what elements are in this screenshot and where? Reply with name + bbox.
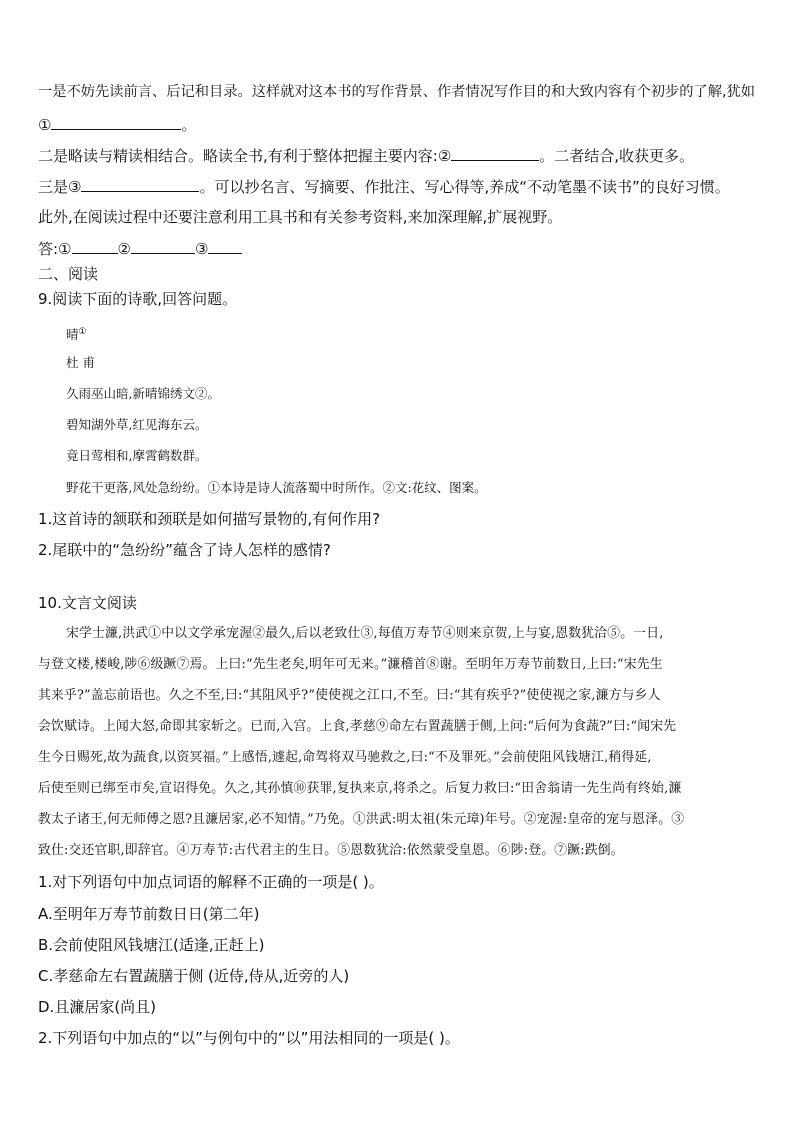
passage-line-4: 会饮赋诗。上闻大怒,命即其家斩之。已而,入宫。上食,孝慈⑨命左右置蔬膳于侧,上问:“后何为食蔬?”曰:“闻宋先 [38,719,677,734]
intro-line-5: 此外,在阅读过程中还要注意利用工具书和有关参考资料,来加深理解,扩展视野。 [38,208,563,226]
q10-question-2: 2.下列语句中加点的“以”与例句中的“以”用法相同的一项是( )。 [38,1029,460,1047]
option-d[interactable]: D.且濂居家(尚且) [38,998,157,1016]
poem-author: 杜 甫 [66,355,95,370]
blank-marker-1: ① [38,116,52,134]
fill-blank-1[interactable] [51,114,181,130]
q10-question-1: 1.对下列语句中加点词语的解释不正确的一项是( )。 [38,873,384,891]
fill-blank-2[interactable] [451,145,539,161]
option-b[interactable]: B.会前使阻风钱塘江(适逢,正赶上) [38,936,265,954]
answer-marker-2: ② [117,240,131,258]
q10-title: 10.文言文阅读 [38,594,137,612]
intro-line-2-end: 。 [181,116,197,134]
passage-line-5: 生今日赐死,故为蔬食,以资冥福。”上感悟,遽起,命驾将双马驰救之,曰:“不及罪死。”会前使阻风钱塘江,稍得延, [38,750,652,765]
q9-question-2: 2.尾联中的“急纷纷”蕴含了诗人怎样的感情? [38,541,331,559]
answer-blank-3[interactable] [208,238,242,254]
poem-title [66,322,87,345]
passage-line-6: 后使至则已绑至市矣,宣诏得免。久之,其孙慎⑩获罪,复执来京,将杀之。后复力救曰:“田舍翁请一先生尚有终始,濂 [38,781,682,796]
poem-line-4: 野花干更落,风处急纷纷。①本诗是诗人流落蜀中时所作。②文:花纹、图案。 [66,480,487,495]
intro-line-4-b: 。可以抄名言、写摘要、作批注、写心得等,养成“不动笔墨不读书”的良好习惯。 [199,178,730,196]
answer-blank-2[interactable] [131,238,195,254]
passage-line-8: 致仕:交还官职,即辞官。④万寿节:古代君主的生日。⑤恩数犹洽:依然蒙受皇恩。⑥陟:登。⑦蹶:跌倒。 [38,843,624,858]
poem-line-2: 碧知湖外草,红见海东云。 [66,417,208,432]
intro-line-3-a: 二是略读与精读相结合。略读全书,有利于整体把握主要内容:② [38,147,452,165]
intro-line-2 [38,114,196,135]
intro-line-3-b: 。二者结合,收获更多。 [539,147,695,165]
option-c[interactable]: C.孝慈命左右置蔬膳于侧 (近侍,侍从,近旁的人) [38,967,350,985]
answer-blank-1[interactable] [72,238,118,254]
answer-marker-3: ③ [194,240,209,258]
answer-line [38,238,242,259]
poem-title-note: ① [78,327,87,337]
poem-line-1: 久雨巫山暗,新晴锦绣文②。 [66,386,220,401]
intro-line-3 [38,145,694,166]
passage-line-2: 与登文楼,楼峻,陟⑥级蹶⑦焉。上曰:“先生老矣,明年可无来。”濂稽首⑧谢。至明年万寿节前数日,上曰:“宋先生 [38,657,663,672]
intro-line-4 [38,176,730,197]
intro-line-1: 一是不妨先读前言、后记和目录。这样就对这本书的写作背景、作者情况写作目的和大致内容有个初步的了解,犹如 [38,84,756,100]
section-title: 二、阅读 [38,265,99,283]
option-a[interactable]: A.至明年万寿节前数日日(第二年) [38,905,260,923]
q9-question-1: 1.这首诗的颔联和颈联是如何描写景物的,有何作用? [38,510,381,528]
poem-line-3: 竟日莺相和,摩霄鹤数群。 [66,448,208,463]
passage-line-1: 宋学士濂,洪武①中以文学承宠渥②最久,后以老致仕③,每值万寿节④则来京贺,上与宴,恩数犹洽⑤。一日, [66,626,664,641]
answer-label: 答:① [38,240,72,258]
passage-line-7: 教太子诸王,何无师傅之恩?且濂居家,必不知情。”乃免。①洪武:明太祖(朱元璋)年号。②宠渥:皇帝的宠与恩泽。③ [38,812,685,827]
fill-blank-3[interactable] [81,176,199,192]
q9-title: 9.阅读下面的诗歌,回答问题。 [38,290,238,308]
passage-line-3: 其来乎?”盖忘前语也。久之不至,曰:“其阻风乎?”使使视之江口,不至。曰:“其有疾乎?”使使视之家,濂方与乡人 [38,688,661,703]
poem-title-text: 晴 [66,327,79,343]
intro-line-4-a: 三是③ [38,178,82,196]
